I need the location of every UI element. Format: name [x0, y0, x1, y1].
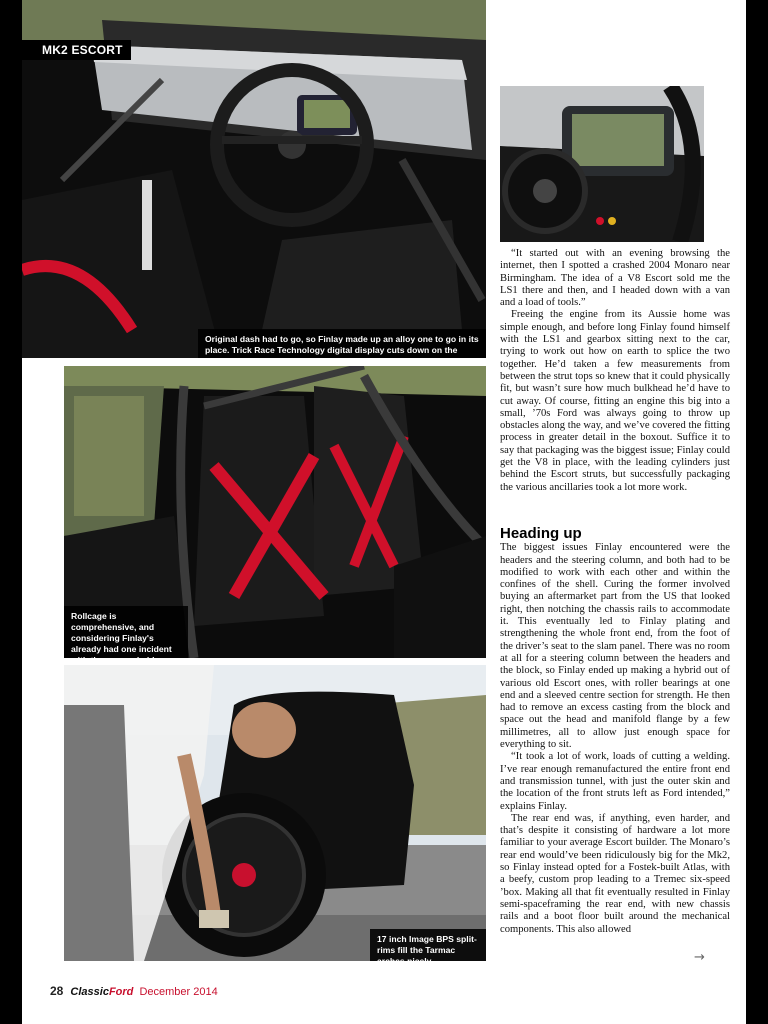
- rollcage-caption: Rollcage is comprehensive, and considering Finlay's already had one incident with the car, probably very: [64, 606, 188, 658]
- page-number: 28: [50, 984, 64, 998]
- magazine-brand: ClassicFord: [70, 986, 134, 998]
- magazine-page: [22, 0, 746, 1024]
- dashboard-caption: Original dash had to go, so Finlay made up an alloy one to go in its place. Trick Race Technology digital display cuts down on the amount of gauges needed.: [198, 329, 486, 358]
- paragraph: Freeing the engine from its Aussie home was simple enough, and before long Finlay found himself with the LS1 and gearbox sitting next to the car, trying to work out how on earth to splice the two together. He’d taken a few measurements from between the strut tops so knew that it could physically fit, but wasn’t sure how much bulkhead he’d have to cut away. Of course, fitting an engine this big into a small, ’70s Ford was always going to throw up obstacles along the way, and we’ve covered the fitting process in greater detail in the boxout. Suffice it to say that packaging was the biggest issue; Finlay could get the V8 in place, with the leading cylinders just behind the Escort struts, but successfully packaging the various ancillaries took a lot more work.: [500, 309, 730, 493]
- wheel-caption: 17 inch Image BPS split-rims fill the Tarmac arches nicely.: [370, 929, 486, 961]
- continue-arrow-icon: →: [694, 950, 705, 965]
- display-closeup-photo: [500, 86, 704, 242]
- subheading: Heading up: [500, 525, 582, 542]
- section-tag: MK2 ESCORT: [22, 40, 131, 60]
- page-footer: [50, 984, 218, 998]
- paragraph: “It started out with an evening browsing the internet, then I spotted a crashed 2004 Monaro near Birmingham. The idea of a V8 Escort sold me the LS1 there and then, and I headed down with a van and a load of tools.”: [500, 248, 730, 309]
- article-column-bottom: [500, 522, 730, 936]
- wheel-photo: [64, 665, 486, 961]
- paragraph: The biggest issues Finlay encountered were the headers and the steering column, and both had to be modified to work with each other and within the confines of the shell. Curing the former involved buying an aftermarket part from the US that looked right, then notching the chassis rails to accommodate it. This eventually led to Finlay plating and strengthening the whole front end, from the foot of the driver’s seat to the slam panel. There was no room at all for a steering column between the headers and the block, so Finlay ended up making a hybrid out of various old Escort ones, with roller bearings at one end and a sleeved centre section for strength. He then had to remove an excess casting from the block and space out the head and manifold flange by a few millimetres, all to allow just enough space for everything to sit.: [500, 542, 730, 751]
- paragraph: The rear end was, if anything, even harder, and that’s despite it consisting of hardware a lot more familiar to your average Escort builder. The Monaro’s rear end would’ve been ridiculously big for the Mk2, so Finlay instead opted for a Fostek-built Atlas, with a beefy, custom prop leading to a Tremec six-speed ’box. Making all that fit eventually resulted in Finlay semi-spaceframing the rear end, with new chassis rails and a boot floor built around the mechanical components. This also allowed: [500, 812, 730, 935]
- paragraph: “It took a lot of work, loads of cutting a welding. I’ve rear enough remanufactured the entire front end and transmission tunnel, with just the outer skin and the location of the front struts left as Ford intended,” explains Finlay.: [500, 751, 730, 812]
- issue-date: December 2014: [139, 986, 218, 998]
- article-column-top: [500, 248, 730, 494]
